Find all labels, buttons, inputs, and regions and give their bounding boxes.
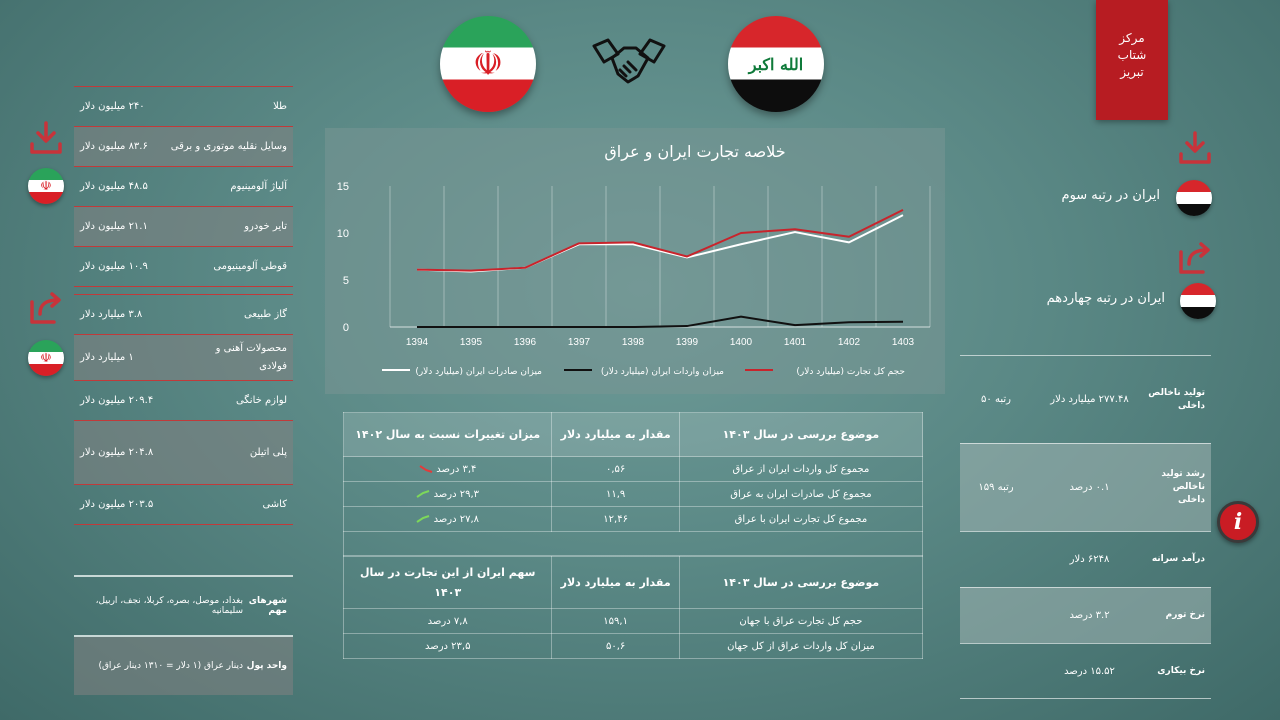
change-value: ۲۹,۳ درصد <box>433 488 480 500</box>
item-value: ۳.۸ میلیارد دلار <box>80 309 143 320</box>
trend-up-icon <box>416 490 430 498</box>
list-item <box>74 87 293 127</box>
row-amount: ۱۱,۹ <box>552 482 679 507</box>
list-item <box>74 335 293 381</box>
chart-title: خلاصه تجارت ایران و عراق <box>604 142 786 161</box>
row-topic: مجموع کل تجارت ایران با عراق <box>679 507 922 532</box>
iran-flag-small <box>28 168 64 204</box>
download-icon <box>1177 130 1213 166</box>
table2-header-share: سهم ایران از این تجارت در سال ۱۴۰۳ <box>344 557 552 609</box>
row-topic: مجموع کل صادرات ایران به عراق <box>679 482 922 507</box>
list-item <box>74 127 293 167</box>
stat-rank: رتبه ۱۵۹ <box>978 482 1014 493</box>
change-value: ۲۷,۸ درصد <box>433 513 480 525</box>
y-tick-label: 10 <box>336 228 349 240</box>
change-value: ۳,۴ درصد <box>436 463 477 475</box>
trade-summary-table <box>343 412 923 659</box>
item-value: ۸۳.۶ میلیون دلار <box>80 141 148 152</box>
list-item <box>74 485 293 525</box>
share-icon <box>1177 240 1213 276</box>
stat-value: ۲۷۷.۴۸ میلیارد دلار <box>1050 393 1129 405</box>
x-tick-label: 1402 <box>837 337 861 348</box>
info-button[interactable]: i <box>1217 501 1259 543</box>
iran-emblem-icon: ☫ <box>40 350 52 366</box>
item-value: ۱ میلیارد دلار <box>80 352 134 363</box>
item-value: ۲۰۳.۵ میلیون دلار <box>80 499 154 510</box>
item-value: ۴۸.۵ میلیون دلار <box>80 181 148 192</box>
list-item <box>74 167 293 207</box>
list-item <box>74 421 293 485</box>
row-topic: حجم کل تجارت عراق با جهان <box>679 609 922 634</box>
stat-row <box>960 643 1211 699</box>
stat-key: درآمد سرانه <box>1151 554 1205 564</box>
stat-rank: رتبه ۵۰ <box>981 394 1011 405</box>
iraq-emblem: الله اكبر <box>748 54 804 74</box>
trend-up-icon <box>416 515 430 523</box>
import-rank-label: ایران در رتبه سوم <box>1061 188 1160 203</box>
iran-flag-small-2 <box>28 340 64 376</box>
country-info <box>74 575 293 695</box>
x-tick-label: 1394 <box>405 337 429 348</box>
stat-key: رشد تولید ناخالص داخلی <box>1161 469 1205 505</box>
item-name: کاشی <box>262 499 287 510</box>
cities-label: شهرهای مهم <box>248 596 287 616</box>
iraq-flag-small <box>1176 180 1212 216</box>
x-tick-label: 1396 <box>513 337 537 348</box>
imports-list <box>74 294 293 525</box>
currency-row <box>74 635 293 695</box>
table-row <box>344 507 923 532</box>
item-name: گاز طبیعی <box>244 309 287 320</box>
y-tick-label: 0 <box>342 322 349 334</box>
x-tick-label: 1403 <box>891 337 915 348</box>
row-topic: میزان کل واردات عراق از کل جهان <box>679 634 922 659</box>
stat-value: ۱۵.۵۲ درصد <box>1064 665 1115 677</box>
table-row <box>344 609 923 634</box>
x-tick-label: 1395 <box>459 337 483 348</box>
table-row <box>344 482 923 507</box>
share-icon <box>28 290 64 326</box>
brand-line-2: شتاب <box>1117 48 1147 62</box>
currency-label: واحد پول <box>246 661 287 671</box>
brand-line-3: تبریز <box>1120 65 1144 79</box>
stat-value: ۶۲۴۸ دلار <box>1069 554 1110 565</box>
iran-flag-large <box>440 16 536 112</box>
stat-row <box>960 587 1211 643</box>
iraq-economy-stats <box>960 355 1211 699</box>
trade-line-chart <box>325 128 945 394</box>
stat-key: نرخ تورم <box>1165 610 1205 620</box>
x-tick-label: 1400 <box>729 337 753 348</box>
row-share: ۲۳,۵ درصد <box>344 634 552 659</box>
exports-list <box>74 86 293 287</box>
item-name: قوطی آلومینیومی <box>213 261 287 272</box>
brand-box[interactable] <box>1096 0 1168 120</box>
row-amount: ۱۲,۴۶ <box>552 507 679 532</box>
legend-label: میزان صادرات ایران (میلیارد دلار) <box>415 367 542 377</box>
y-tick-label: 5 <box>342 275 349 287</box>
table-row <box>344 634 923 659</box>
row-share: ۷,۸ درصد <box>344 609 552 634</box>
row-topic: مجموع کل واردات ایران از عراق <box>679 457 922 482</box>
iran-emblem-icon: ☫ <box>40 178 52 194</box>
trade-chart-panel <box>325 128 945 394</box>
stat-key: تولید ناخالص داخلی <box>1148 387 1205 411</box>
row-change <box>344 482 552 507</box>
handshake-icon <box>590 36 668 90</box>
x-tick-label: 1398 <box>621 337 645 348</box>
table1-header-topic: موضوع بررسی در سال ۱۴۰۳ <box>679 413 922 457</box>
item-name: طلا <box>273 101 287 112</box>
stat-row <box>960 531 1211 587</box>
legend-label: حجم کل تجارت (میلیارد دلار) <box>796 367 905 377</box>
cities-value: بغداد، موصل، بصره، کربلا، نجف، اربیل، سلیمانیه <box>95 596 243 616</box>
spacer-row <box>344 532 923 556</box>
row-amount: ۰,۵۶ <box>552 457 679 482</box>
stat-row <box>960 355 1211 443</box>
item-name: محصولات آهنی و فولادی <box>215 342 287 372</box>
x-tick-label: 1397 <box>567 337 591 348</box>
stat-value: ۳.۲ درصد <box>1069 610 1110 621</box>
item-value: ۱۰.۹ میلیون دلار <box>80 261 148 272</box>
item-name: تایر خودرو <box>244 221 287 232</box>
list-item <box>74 207 293 247</box>
cities-row <box>74 575 293 635</box>
iraq-flag-small-2 <box>1180 283 1216 319</box>
row-change <box>344 507 552 532</box>
trend-down-icon <box>419 465 433 473</box>
list-item <box>74 247 293 287</box>
iran-emblem-icon: ☫ <box>472 44 504 84</box>
iraq-flag-large <box>728 16 824 112</box>
table2-header-topic: موضوع بررسی در سال ۱۴۰۳ <box>679 557 922 609</box>
item-name: وسایل نقلیه موتوری و برقی <box>170 141 287 152</box>
item-value: ۲۰۹.۴ میلیون دلار <box>80 395 154 406</box>
row-amount: ۱۵۹,۱ <box>552 609 679 634</box>
list-item <box>74 295 293 335</box>
row-amount: ۵۰,۶ <box>552 634 679 659</box>
table1-header-change: میزان تغییرات نسبت به سال ۱۴۰۲ <box>344 413 552 457</box>
item-name: آلیاژ آلومینیوم <box>230 181 287 192</box>
table-row <box>344 457 923 482</box>
stat-key: نرخ بیکاری <box>1157 665 1205 676</box>
stat-value: ۰.۱ درصد <box>1069 482 1110 493</box>
currency-value: دینار عراق (۱ دلار = ۱۳۱۰ دینار عراق) <box>98 661 243 671</box>
y-tick-label: 15 <box>336 181 349 193</box>
item-value: ۲۴۰ میلیون دلار <box>80 101 145 112</box>
item-value: ۲۰۴.۸ میلیون دلار <box>80 447 154 458</box>
brand-line-1: مرکز <box>1119 31 1145 45</box>
stat-row <box>960 443 1211 531</box>
legend-label: میزان واردات ایران (میلیارد دلار) <box>600 367 724 377</box>
table1-header-amount: مقدار به میلیارد دلار <box>552 413 679 457</box>
x-tick-label: 1399 <box>675 337 699 348</box>
item-value: ۲۱.۱ میلیون دلار <box>80 221 148 232</box>
list-item <box>74 381 293 421</box>
item-name: لوازم خانگی <box>235 395 287 406</box>
x-tick-label: 1401 <box>783 337 807 348</box>
table2-header-amount: مقدار به میلیارد دلار <box>552 557 679 609</box>
row-change <box>344 457 552 482</box>
item-name: پلی اتیلن <box>249 447 287 458</box>
download-icon <box>28 120 64 156</box>
export-rank-label: ایران در رتبه چهاردهم <box>1046 291 1165 306</box>
